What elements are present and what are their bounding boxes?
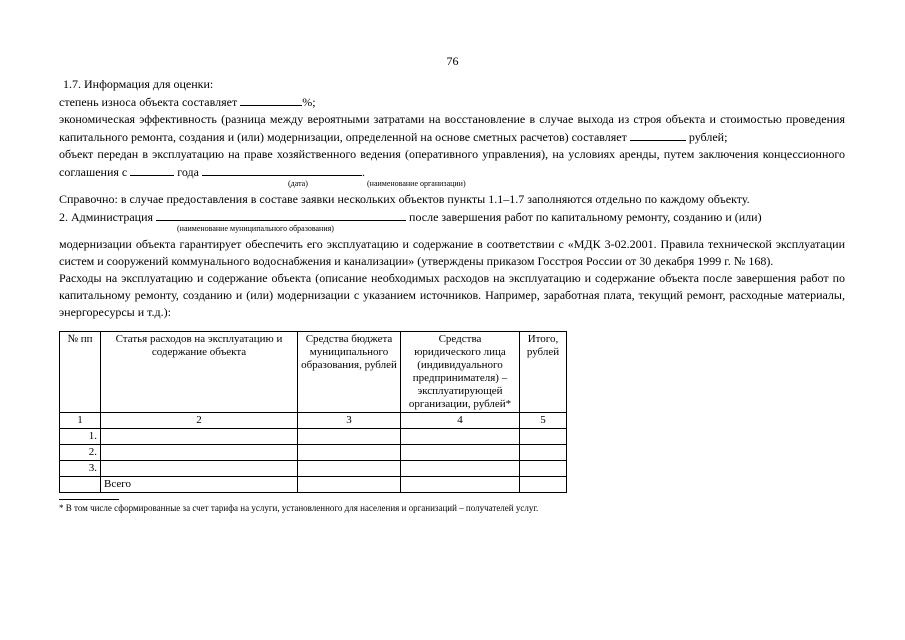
sublabel-municipality <box>59 226 845 236</box>
organization-caption: (наименование организации) <box>367 179 466 188</box>
table-cell[interactable] <box>298 477 401 493</box>
column-number: 2 <box>101 413 298 429</box>
expenses-table <box>59 331 567 493</box>
row-number: 1. <box>60 429 101 445</box>
sublabels-date-org <box>59 181 845 191</box>
expenses-paragraph: Расходы на эксплуатацию и содержание объекта (описание необходимых расходов на эксплуатацию и содержание объекта после завершения работ по капитальному ремонту, созданию и (или) модернизации с указанием источников. Например, заработная плата, текущий ремонт, расходные материалы, энергоресурсы и т.д.): <box>59 271 845 319</box>
footnote: * В том числе сформированные за счет тарифа на услуги, установленного для населения и организаций – получателей услуг. <box>59 503 539 513</box>
table-header-row <box>60 332 567 413</box>
guarantee-paragraph: модернизации объекта гарантирует обеспечить его эксплуатацию и содержание в соответствии с «МДК 3-02.2001. Правила технической эксплуатации систем и сооружений коммунального водоснабжения и канализации» (утверждены приказом Госстроя России от 30 декабря 1999 г. № 168). <box>59 237 845 268</box>
table-cell[interactable] <box>401 429 520 445</box>
table-row <box>60 445 567 461</box>
total-label: Всего <box>101 477 298 493</box>
table-cell[interactable] <box>298 445 401 461</box>
row-number: 2. <box>60 445 101 461</box>
table-cell[interactable] <box>101 429 298 445</box>
document-body <box>59 76 845 514</box>
table-cell[interactable] <box>520 445 567 461</box>
column-number: 1 <box>60 413 101 429</box>
table-total-row <box>60 477 567 493</box>
table-cell[interactable] <box>401 445 520 461</box>
column-number: 3 <box>298 413 401 429</box>
footnote-divider <box>59 499 119 500</box>
header-total: Итого, рублей <box>520 332 567 413</box>
table-cell[interactable] <box>520 429 567 445</box>
header-legal-entity-funds: Средства юридического лица (индивидуального предпринимателя) – эксплуатирующей организации, рублей* <box>401 332 520 413</box>
column-number: 4 <box>401 413 520 429</box>
economic-efficiency-line: экономическая эффективность (разница между вероятными затратами на восстановление в случае выхода из строя объекта и стоимостью проведения капитального ремонта, создания и (или) модернизации, определенной на основе сметных расчетов) составляет рублей; <box>59 112 845 144</box>
row-number <box>60 477 101 493</box>
table-column-numbers-row <box>60 413 567 429</box>
wear-degree-line: степень износа объекта составляет %; <box>59 95 316 109</box>
header-municipal-budget: Средства бюджета муниципального образования, рублей <box>298 332 401 413</box>
table-cell[interactable] <box>101 461 298 477</box>
table-row <box>60 429 567 445</box>
efficiency-blank[interactable] <box>630 128 686 141</box>
table-cell[interactable] <box>298 429 401 445</box>
table-cell[interactable] <box>101 445 298 461</box>
section-heading: 1.7. Информация для оценки: <box>63 77 214 91</box>
table-cell[interactable] <box>298 461 401 477</box>
table-cell[interactable] <box>520 477 567 493</box>
municipality-blank[interactable] <box>156 208 406 221</box>
table-cell[interactable] <box>520 461 567 477</box>
organization-blank[interactable] <box>202 163 362 176</box>
reference-note: Справочно: в случае предоставления в составе заявки нескольких объектов пункты 1.1–1.7 заполняются отдельно по каждому объекту. <box>59 192 750 206</box>
page-number: 76 <box>446 54 459 68</box>
date-blank[interactable] <box>130 163 174 176</box>
operation-transfer-line: объект передан в эксплуатацию на праве хозяйственного ведения (оперативного управления), на условиях аренды, путем заключения концессионного соглашения с года . <box>59 147 845 179</box>
table-cell[interactable] <box>401 477 520 493</box>
row-number: 3. <box>60 461 101 477</box>
date-caption: (дата) <box>288 179 308 188</box>
administration-line: 2. Администрация после завершения работ по капитальному ремонту, созданию и (или) <box>59 210 762 224</box>
header-number: № пп <box>60 332 101 413</box>
municipality-caption: (наименование муниципального образования) <box>177 224 334 233</box>
header-expense-item: Статья расходов на эксплуатацию и содержание объекта <box>101 332 298 413</box>
table-row <box>60 461 567 477</box>
wear-degree-blank[interactable] <box>240 93 302 106</box>
table-cell[interactable] <box>401 461 520 477</box>
column-number: 5 <box>520 413 567 429</box>
